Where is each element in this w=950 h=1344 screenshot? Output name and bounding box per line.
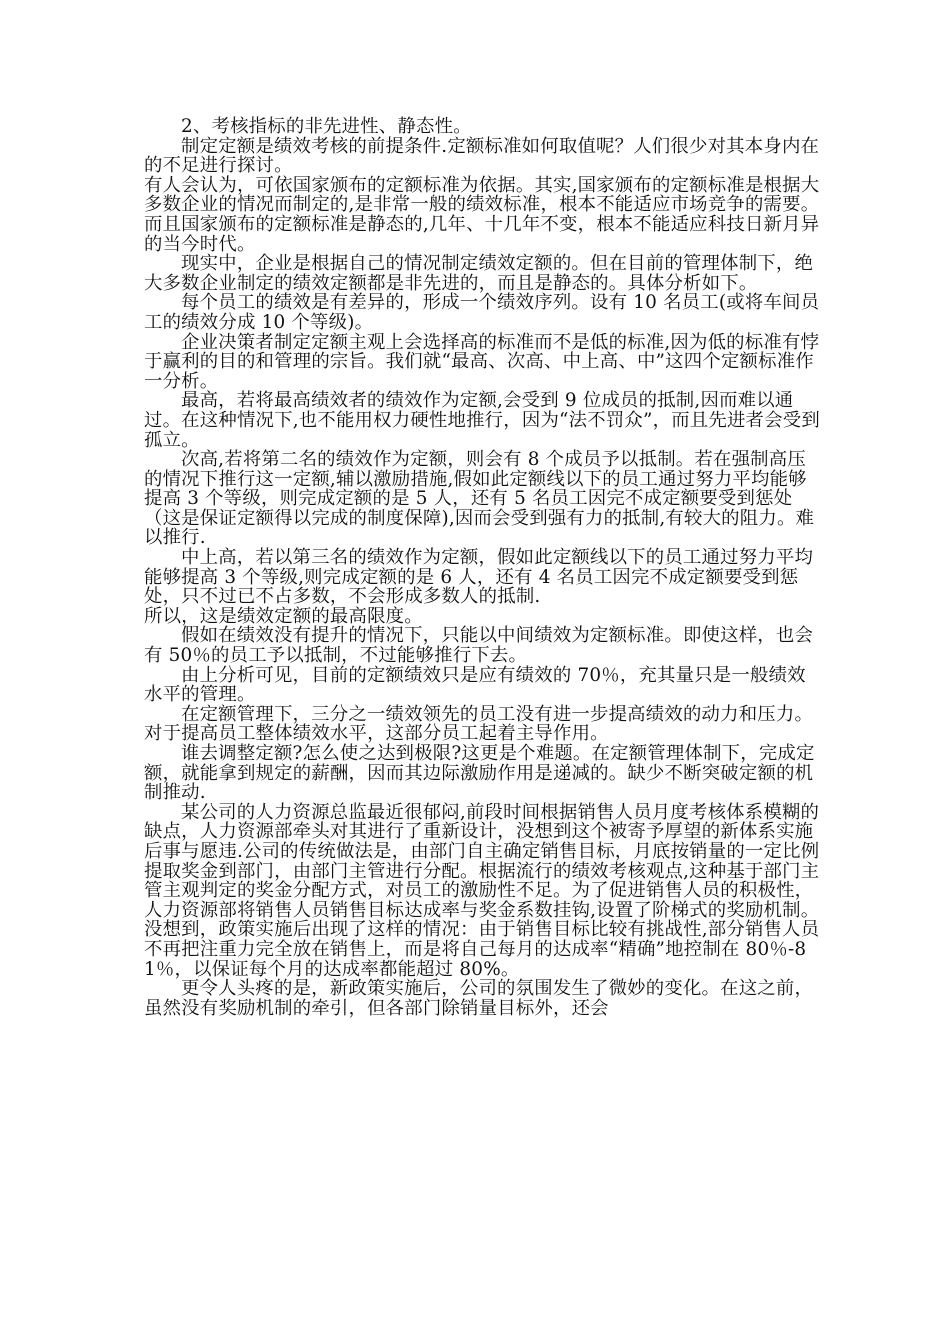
paragraph: 所以，这是绩效定额的最高限度。 [144, 605, 423, 627]
paragraph: 某公司的人力资源总监最近很郁闷,前段时间根据销售人员月度考核体系模糊的缺点，人力资源部牵头对其进行了重新设计，没想到这个被寄予厚望的新体系实施后事与愿违.公司的传统做法是，由部门自主确定销售目标，月底按销量的一定比例提取奖金到部门，由部门主管进行分配。根据流行的绩效考核观点,这种基于部门主管主观判定的奖金分配方式，对员工的激励性不足。为了促进销售人员的积极性，人力资源部将销售人员销售目标达成率与奖金系数挂钩,设置了阶梯式的奖励机制。没想到，政策实施后出现了这样的情况：由于销售目标比较有挑战性,部分销售人员不再把注重力完全放在销售上，而是将自己每月的达成率“精确”地控制在 80％-81％，以保证每个月的达成率都能超过 80%。 [144, 801, 820, 980]
document-body [144, 117, 824, 1018]
paragraph: 制定定额是绩效考核的前提条件.定额标准如何取值呢？人们很少对其本身内在的不足进行探讨。 [144, 135, 820, 177]
paragraph: 现实中，企业是根据自己的情况制定绩效定额的。但在目前的管理体制下，绝大多数企业制定的绩效定额都是非先进的，而且是静态的。具体分析如下。 [144, 253, 814, 294]
paragraph: 由上分析可见，目前的定额绩效只是应有绩效的 70％，充其量只是一般绩效水平的管理。 [144, 664, 806, 706]
paragraph: 假如在绩效没有提升的情况下，只能以中间绩效为定额标准。即使这样，也会有 50％的员工予以抵制，不过能够推行下去。 [144, 625, 814, 667]
paragraph-heading-2: 2、考核指标的非先进性、静态性。 [181, 116, 472, 137]
paragraph: 中上高，若以第三名的绩效作为定额，假如此定额线以下的员工通过努力平均能够提高 3 个等级,则完成定额的是 6 人，还有 4 名员工因完不成定额要受到惩处，只不过已不占多数，不会形成多数人的抵制. [144, 547, 814, 608]
paragraph: 最高，若将最高绩效者的绩效作为定额,会受到 9 位成员的抵制,因而难以通过。在这种情况下,也不能用权力硬性地推行，因为“法不罚众”，而且先进者会受到孤立。 [144, 390, 820, 451]
paragraph: 企业决策者制定定额主观上会选择高的标准而不是低的标准,因为低的标准有悖于赢利的目的和管理的宗旨。我们就“最高、次高、中上高、中”这四个定额标准作一分析。 [144, 331, 820, 392]
paragraph: 每个员工的绩效是有差异的，形成一个绩效序列。设有 10 名员工(或将车间员工的绩效分成 10 个等级)。 [144, 292, 820, 333]
paragraph: 更令人头疼的是，新政策实施后，公司的氛围发生了微妙的变化。在这之前，虽然没有奖励机制的牵引，但各部门除销量目标外，还会 [144, 978, 814, 1019]
paragraph: 谁去调整定额?怎么使之达到极限?这更是个难题。在定额管理体制下，完成定额，就能拿到规定的薪酬，因而其边际激励作用是递减的。缺少不断突破定额的机制推动. [144, 743, 815, 804]
paragraph: 有人会认为，可依国家颁布的定额标准为依据。其实,国家颁布的定额标准是根据大多数企业的情况而制定的,是非常一般的绩效标准，根本不能适应市场竞争的需要。而且国家颁布的定额标准是静态的,几年、十几年不变，根本不能适应科技日新月异的当今时代。 [144, 174, 820, 255]
paragraph: 次高,若将第二名的绩效作为定额，则会有 8 个成员予以抵制。若在强制高压的情况下推行这一定额,辅以激励措施,假如此定额线以下的员工通过努力平均能够提高 3 个等级，则完成定额的是 5 人，还有 5 名员工因完不成定额要受到惩处（这是保证定额得以完成的制度保障),因而会受到强有力的抵制,有较大的阻力。难以推行. [144, 449, 815, 549]
paragraph: 在定额管理下，三分之一绩效领先的员工没有进一步提高绩效的动力和压力。对于提高员工整体绩效水平，这部分员工起着主导作用。 [144, 703, 814, 745]
